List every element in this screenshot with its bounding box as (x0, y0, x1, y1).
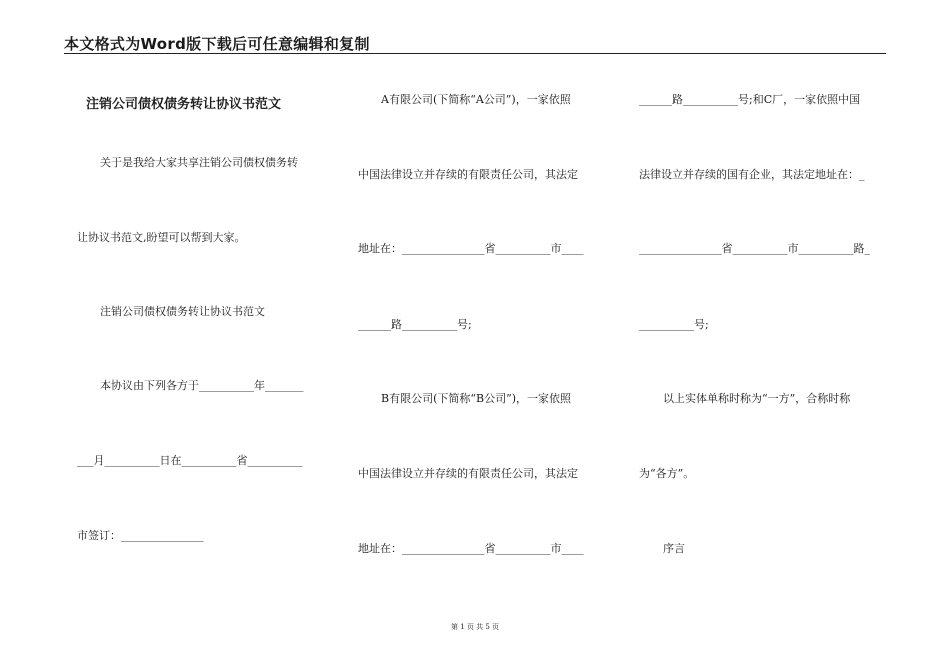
header-divider (64, 53, 886, 54)
paragraph-line: 为“各方”。 (639, 467, 695, 480)
page-number: 第 1 页 共 5 页 (450, 623, 500, 631)
paragraph-line: 注销公司债权债务转让协议书范文 (100, 305, 265, 318)
paragraph-line: 以上实体单称时称为“一方”，合称时称 (663, 392, 851, 405)
paragraph-line: 法律设立并存续的国有企业，其法定地址在：_ (639, 168, 865, 181)
paragraph-line: B有限公司(下简称“B公司”)，一家依照 (381, 392, 571, 405)
paragraph-line: A有限公司(下简称“A公司”)，一家依照 (381, 93, 571, 106)
paragraph-line: 关于是我给大家共享注销公司债权债务转 (100, 156, 298, 169)
paragraph-line: ___月__________日在__________省__________ (77, 454, 303, 467)
paragraph-line: 地址在：_______________省__________市____ (358, 542, 584, 555)
paragraph-line: _______________省__________市__________路_ (639, 242, 870, 255)
paragraph-line: 让协议书范文,盼望可以帮到大家。 (77, 231, 246, 244)
paragraph-line: __________号; (639, 318, 709, 331)
document-header: 本文格式为Word版下载后可任意编辑和复制 (64, 35, 370, 53)
paragraph-line: ______路__________号;和C厂，一家依照中国 (639, 93, 861, 106)
document-title: 注销公司债权债务转让协议书范文 (86, 97, 282, 112)
paragraph-line: ______路__________号; (358, 318, 472, 331)
section-heading: 序言 (663, 542, 685, 555)
paragraph-line: 中国法律设立并存续的有限责任公司，其法定 (358, 168, 578, 181)
paragraph-line: 中国法律设立并存续的有限责任公司，其法定 (358, 467, 578, 480)
paragraph-line: 市签订：_______________ (77, 529, 204, 542)
paragraph-line: 地址在：_______________省__________市____ (358, 242, 584, 255)
paragraph-line: 本协议由下列各方于__________年_______ (100, 379, 304, 392)
